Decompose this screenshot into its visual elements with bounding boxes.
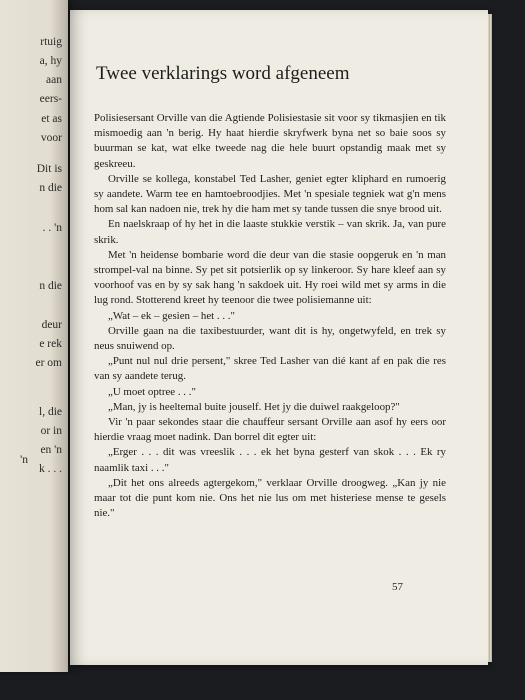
body-text [94, 111, 446, 521]
paragraph: Met 'n heidense bombarie word die deur van die stasie oopgeruk en 'n man strompel-val na binne. Sy pet sit potsierlik op sy linkeroor. Sy hare kleef aan sy voorhoof vas en by sy sak hang 'n sakdoek uit. Hy roei wild met sy arms in die lug rond. Stotterend kreet hy teenoor die twee polisiemanne uit: [94, 248, 446, 307]
left-page-fragment: n die [39, 182, 62, 194]
paragraph: „Wat – ek – gesien – het . . ." [108, 309, 235, 322]
right-page [70, 10, 488, 665]
left-page-fragment: deur [41, 319, 62, 331]
paragraph: „U moet optree . . ." [108, 385, 196, 398]
left-page-fragment: voor [40, 132, 62, 144]
left-page-fragment: or in [40, 425, 62, 437]
paragraph: „Punt nul nul drie persent," skree Ted Lasher van dié kant af en pak die res van sy aandete terug. [94, 355, 446, 383]
left-page-fragment: n die [39, 280, 62, 292]
left-page-fragment: et as [41, 113, 62, 125]
left-page-fragment: en 'n [40, 444, 62, 456]
page-number: 57 [392, 581, 403, 593]
page-edge [488, 14, 492, 662]
paragraph: Orville gaan na die taxibestuurder, want dit is hy, ongetwyfeld, en trek sy neus snuiwend op. [94, 324, 446, 353]
paragraph: „Erger . . . dit was vreeslik . . . ek het byna gesterf van skok . . . Ek ry naamlik taxi . . ." [94, 446, 446, 474]
left-page-fragment: eers- [39, 93, 62, 105]
paragraph: „Man, jy is heeltemal buite jouself. Het jy die duiwel raakgeloop?" [108, 400, 400, 413]
left-page-fragment: 'n [20, 454, 28, 466]
left-page-fragment: er om [35, 357, 62, 369]
left-page [0, 0, 68, 672]
paragraph: Polisiesersant Orville van die Agtiende Polisiestasie sit voor sy tikmasjien en tik mismoedig aan 'n berig. Hy haat hierdie skryfwerk byna net so baie soos sy buurman se kat, wat elke tweede nag die hele buurt opstandig maak met sy geskreeu. [94, 112, 446, 170]
left-page-fragment: aan [46, 74, 62, 86]
chapter-title: Twee verklarings word afgeneem [96, 63, 350, 84]
paragraph: Vir 'n paar sekondes staar die chauffeur sersant Orville aan asof hy eers oor hierdie vraag moet nadink. Dan borrel dit egter uit: [94, 416, 446, 444]
left-page-fragment: a, hy [39, 55, 62, 67]
left-page-fragment: e rek [39, 338, 62, 350]
left-page-fragment: . . 'n [42, 222, 62, 234]
left-page-fragment: l, die [39, 406, 62, 418]
paragraph: En naelskraap of hy het in die laaste stukkie verstik – van skrik. Ja, van pure skrik. [94, 218, 446, 246]
text-column [94, 62, 446, 521]
paragraph: Orville se kollega, konstabel Ted Lasher, geniet egter kliphard en rumoerig sy aandete. Warm tee en hamtoebroodjies. Met 'n spesiale tegniek wat g'n mens hom sal kan nadoen nie, trek hy die ham met sy tande tussen die snye brood uit. [94, 172, 446, 216]
left-page-fragment: rtuig [40, 36, 62, 48]
left-page-fragment: k . . . [39, 463, 62, 475]
paragraph: „Dit het ons alreeds agtergekom," verklaar Orville droogweg. „Kan jy nie maar tot die punt kom nie. Ons het nie lus om met histeriese mense te gesels nie." [94, 476, 446, 520]
left-page-fragment: Dit is [36, 163, 62, 175]
